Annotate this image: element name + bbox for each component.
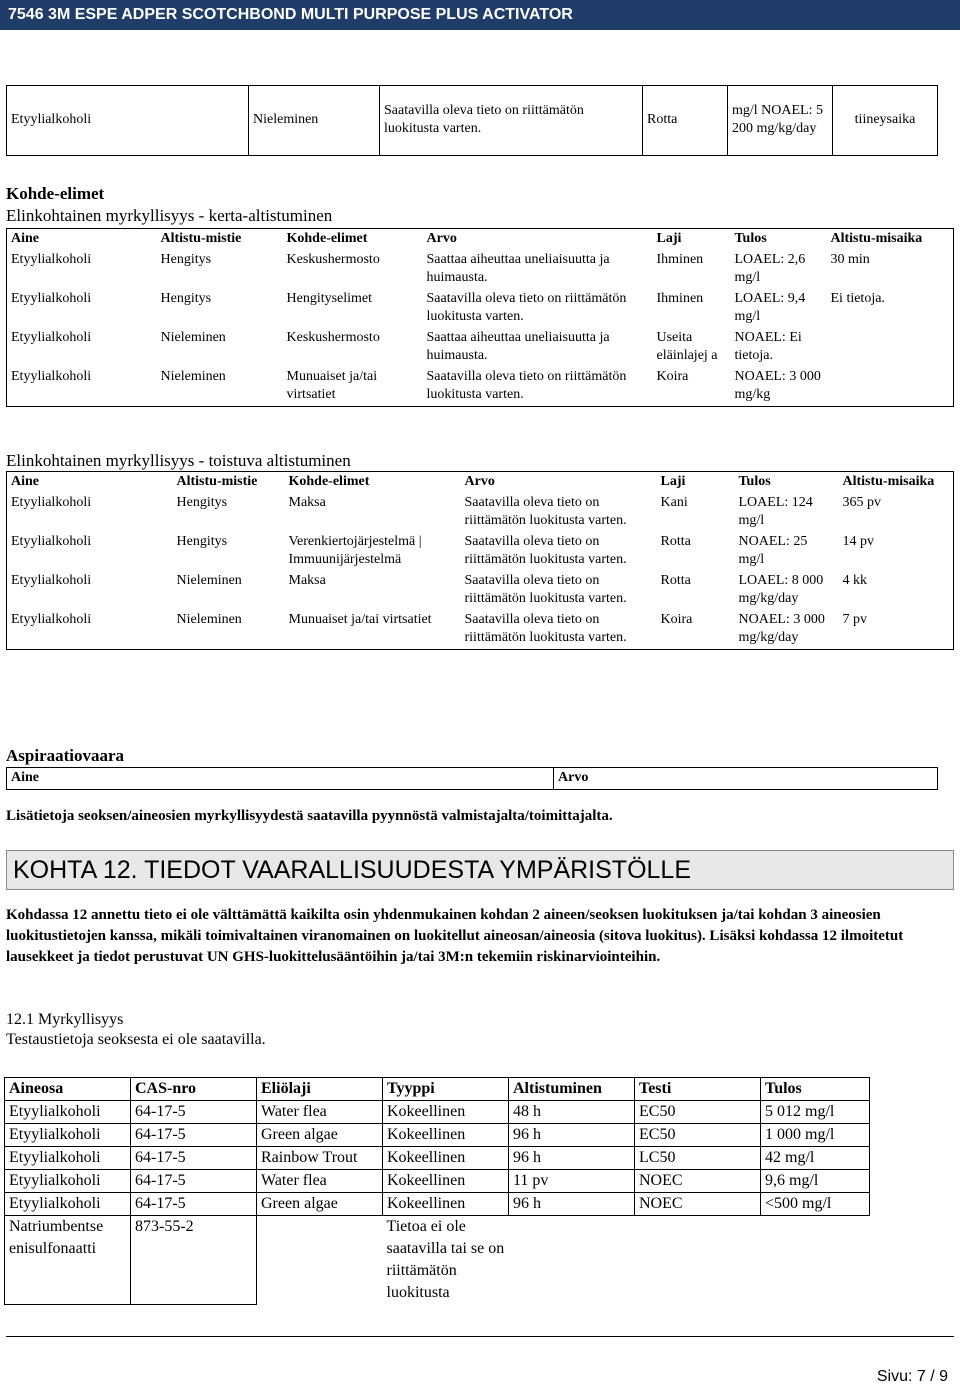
repeated-exposure-heading: Elinkohtainen myrkyllisyys - toistuva altistuminen (6, 451, 351, 470)
col-header: Tulos (761, 1078, 870, 1101)
table-row (5, 1124, 870, 1147)
section-12-title: KOHTA 12. TIEDOT VAARALLISUUDESTA YMPÄRISTÖLLE (13, 856, 692, 884)
cell: Kokeellinen (383, 1124, 509, 1147)
cell-laji: Rotta (643, 86, 728, 156)
cell: Nieleminen (160, 369, 226, 384)
cell: Saatavilla oleva tieto on riittämätön luokitusta varten. (464, 534, 627, 567)
col-header: Altistu-mistie (160, 231, 242, 246)
cell: 873-55-2 (131, 1216, 257, 1305)
cell: Koira (656, 369, 689, 384)
cell-note (383, 1216, 870, 1305)
aspiration-table (6, 767, 938, 790)
section-12-header (6, 850, 954, 890)
cell: 9,6 mg/l (761, 1170, 870, 1193)
col-header: Arvo (464, 474, 495, 489)
cell: NOAEL: 3 000 mg/kg/day (738, 612, 825, 645)
table-row (7, 493, 954, 532)
table-row (7, 289, 954, 328)
cell: Etyylialkoholi (11, 495, 92, 510)
col-header: Altistuminen (509, 1078, 635, 1101)
cell: Kokeellinen (383, 1193, 509, 1216)
cell: 48 h (509, 1101, 635, 1124)
section-12-intro: Kohdassa 12 annettu tieto ei ole välttämättä kaikilta osin yhdenmukainen kohdan 2 aineen/seoksen luokituksen ja/tai kohdan 3 aineosien luokitustietojen kanssa, mikäli toimivaltainen viranomainen on luokitellut aineosan/aineosia (sitova luokitus). Lisäksi kohdassa 12 ilmoitetut lausekkeet ja tiedot perustuvat UN GHS-luokittelusääntöihin ja/tai 3M:n tekemiin riskinarviointeihin. (6, 907, 904, 965)
table-header-row (7, 472, 954, 494)
table-row (7, 610, 954, 650)
col-header: Tyyppi (383, 1078, 509, 1101)
cell: Saatavilla oleva tieto on riittämätön luokitusta varten. (464, 612, 627, 645)
cell: LOAEL: 9,4 mg/l (734, 291, 806, 324)
col-header: Tulos (734, 231, 767, 246)
col-header: Altistu-misaika (842, 474, 935, 489)
cell: Koira (660, 612, 693, 627)
col-header-aine: Aine (7, 768, 554, 790)
cell: Ihminen (656, 252, 704, 267)
cell: 7 pv (842, 612, 867, 627)
table-row (5, 1170, 870, 1193)
table-row (7, 86, 938, 156)
footer-divider (6, 1336, 954, 1337)
note-text: Tietoa ei ole saatavilla tai se on riittämätön luokitusta (386, 1218, 505, 1301)
table-row (7, 328, 954, 367)
cell: Water flea (257, 1170, 383, 1193)
cell: LC50 (635, 1147, 761, 1170)
cell: Hengitys (160, 252, 212, 267)
cell-altistumistie: Nieleminen (249, 86, 380, 156)
cell: Maksa (288, 573, 326, 588)
cell: Saattaa aiheuttaa uneliaisuutta ja huimausta. (426, 330, 610, 363)
col-header: Altistu-mistie (176, 474, 258, 489)
cell: Maksa (288, 495, 326, 510)
cell: NOEC (635, 1170, 761, 1193)
cell: Keskushermosto (286, 330, 380, 345)
kohde-elimet-heading: Kohde-elimet (6, 184, 105, 203)
aspiration-heading: Aspiraatiovaara (6, 746, 125, 765)
cell: Ei tietoja. (830, 291, 885, 306)
table-row (7, 367, 954, 407)
cell: LOAEL: 8 000 mg/kg/day (738, 573, 824, 606)
cell: Hengitys (176, 495, 228, 510)
table-row (7, 571, 954, 610)
repeated-exposure-table (6, 471, 954, 650)
cell: Etyylialkoholi (11, 330, 92, 345)
cell: Rotta (660, 573, 691, 588)
cell: Green algae (257, 1193, 383, 1216)
cell: Kokeellinen (383, 1101, 509, 1124)
cell: Saatavilla oleva tieto on riittämätön luokitusta varten. (426, 369, 627, 402)
cell: Kani (660, 495, 688, 510)
col-header: Laji (660, 474, 686, 489)
ecotoxicity-table (4, 1077, 870, 1305)
cell-arvo: Saatavilla oleva tieto on riittämätön luokitusta varten. (380, 86, 643, 156)
cell: 11 pv (509, 1170, 635, 1193)
cell: Etyylialkoholi (5, 1101, 131, 1124)
cell: Rainbow Trout (257, 1147, 383, 1170)
table-row (5, 1193, 870, 1216)
col-header: Testi (635, 1078, 761, 1101)
cell: Verenkiertojärjestelmä | Immuunijärjestelmä (288, 534, 422, 567)
cell: Nieleminen (176, 612, 242, 627)
col-header: Kohde-elimet (286, 231, 368, 246)
cell-tulos: mg/l NOAEL: 5 200 mg/kg/day (728, 86, 833, 156)
cell: Saattaa aiheuttaa uneliaisuutta ja huimausta. (426, 252, 610, 285)
cell: 30 min (830, 252, 870, 267)
col-header: Laji (656, 231, 682, 246)
cell: 64-17-5 (131, 1170, 257, 1193)
cell: <500 mg/l (761, 1193, 870, 1216)
cell: Nieleminen (176, 573, 242, 588)
col-header: CAS-nro (131, 1078, 257, 1101)
cell: Rotta (660, 534, 691, 549)
cell: Saatavilla oleva tieto on riittämätön luokitusta varten. (464, 573, 627, 606)
cell: Etyylialkoholi (5, 1193, 131, 1216)
cell: Saatavilla oleva tieto on riittämätön luokitusta varten. (426, 291, 627, 324)
subsection-12-1-text: Testaustietoja seoksesta ei ole saatavilla. (6, 1031, 266, 1048)
col-header: Arvo (426, 231, 457, 246)
cell: 14 pv (842, 534, 874, 549)
cell: 42 mg/l (761, 1147, 870, 1170)
cell: Munuaiset ja/tai virtsatiet (288, 612, 432, 627)
col-header: Aine (11, 474, 39, 489)
cell: EC50 (635, 1101, 761, 1124)
cell: Hengitys (160, 291, 212, 306)
cell: LOAEL: 2,6 mg/l (734, 252, 806, 285)
cell: Etyylialkoholi (11, 369, 92, 384)
cell: Nieleminen (160, 330, 226, 345)
table-row (5, 1147, 870, 1170)
document-title: 7546 3M ESPE ADPER SCOTCHBOND MULTI PURPOSE PLUS ACTIVATOR (8, 6, 573, 23)
cell: Etyylialkoholi (5, 1124, 131, 1147)
col-header: Tulos (738, 474, 771, 489)
table-header-row (7, 768, 938, 790)
cell (827, 328, 954, 367)
cell (827, 367, 954, 407)
table-row (5, 1101, 870, 1124)
table-row (7, 532, 954, 571)
cell: Munuaiset ja/tai virtsatiet (286, 369, 378, 402)
single-exposure-table (6, 228, 954, 407)
col-header: Aineosa (5, 1078, 131, 1101)
cell: Etyylialkoholi (11, 534, 92, 549)
cell: 96 h (509, 1193, 635, 1216)
single-exposure-heading: Elinkohtainen myrkyllisyys - kerta-altistuminen (6, 206, 333, 225)
top-continuation-table (6, 85, 938, 156)
cell: NOAEL: 25 mg/l (738, 534, 808, 567)
cell: Etyylialkoholi (11, 291, 92, 306)
more-info-text: Lisätietoja seoksen/aineosien myrkyllisyydestä saatavilla pyynnöstä valmistajalta/toimittajalta. (6, 808, 613, 824)
cell: NOAEL: Ei tietoja. (734, 330, 802, 363)
table-row (5, 1216, 870, 1305)
cell: 64-17-5 (131, 1101, 257, 1124)
cell: Etyylialkoholi (11, 612, 92, 627)
cell-aine: Etyylialkoholi (7, 86, 249, 156)
cell (257, 1216, 383, 1305)
cell: Kokeellinen (383, 1147, 509, 1170)
table-header-row (7, 229, 954, 251)
cell: Etyylialkoholi (5, 1147, 131, 1170)
table-header-row (5, 1078, 870, 1101)
cell: 365 pv (842, 495, 881, 510)
cell: Useita eläinlajej a (656, 330, 718, 363)
col-header: Eliölaji (257, 1078, 383, 1101)
col-header-arvo: Arvo (554, 768, 938, 790)
cell: Keskushermosto (286, 252, 380, 267)
document-title-bar (0, 0, 960, 30)
cell: EC50 (635, 1124, 761, 1147)
cell: 5 012 mg/l (761, 1101, 870, 1124)
col-header: Kohde-elimet (288, 474, 370, 489)
cell: Etyylialkoholi (5, 1170, 131, 1193)
cell: 64-17-5 (131, 1147, 257, 1170)
cell: Etyylialkoholi (11, 573, 92, 588)
col-header: Aine (11, 231, 39, 246)
cell: Saatavilla oleva tieto on riittämätön luokitusta varten. (464, 495, 627, 528)
page-number: Sivu: 7 / 9 (876, 1368, 948, 1385)
cell: 1 000 mg/l (761, 1124, 870, 1147)
cell: Hengitys (176, 534, 228, 549)
cell: Hengityselimet (286, 291, 373, 306)
cell: 96 h (509, 1147, 635, 1170)
cell: 96 h (509, 1124, 635, 1147)
cell: LOAEL: 124 mg/l (738, 495, 813, 528)
cell: Kokeellinen (383, 1170, 509, 1193)
cell: NOAEL: 3 000 mg/kg (734, 369, 821, 402)
cell: NOEC (635, 1193, 761, 1216)
cell: 64-17-5 (131, 1124, 257, 1147)
cell: Green algae (257, 1124, 383, 1147)
cell: Water flea (257, 1101, 383, 1124)
cell: 64-17-5 (131, 1193, 257, 1216)
cell: 4 kk (842, 573, 867, 588)
cell: Etyylialkoholi (11, 252, 92, 267)
cell: Natriumbentse enisulfonaatti (5, 1216, 131, 1305)
cell: Ihminen (656, 291, 704, 306)
table-row (7, 250, 954, 289)
col-header: Altistu-misaika (830, 231, 923, 246)
cell-aika: tiineysaika (833, 86, 938, 156)
subsection-12-1-heading: 12.1 Myrkyllisyys (6, 1011, 124, 1028)
